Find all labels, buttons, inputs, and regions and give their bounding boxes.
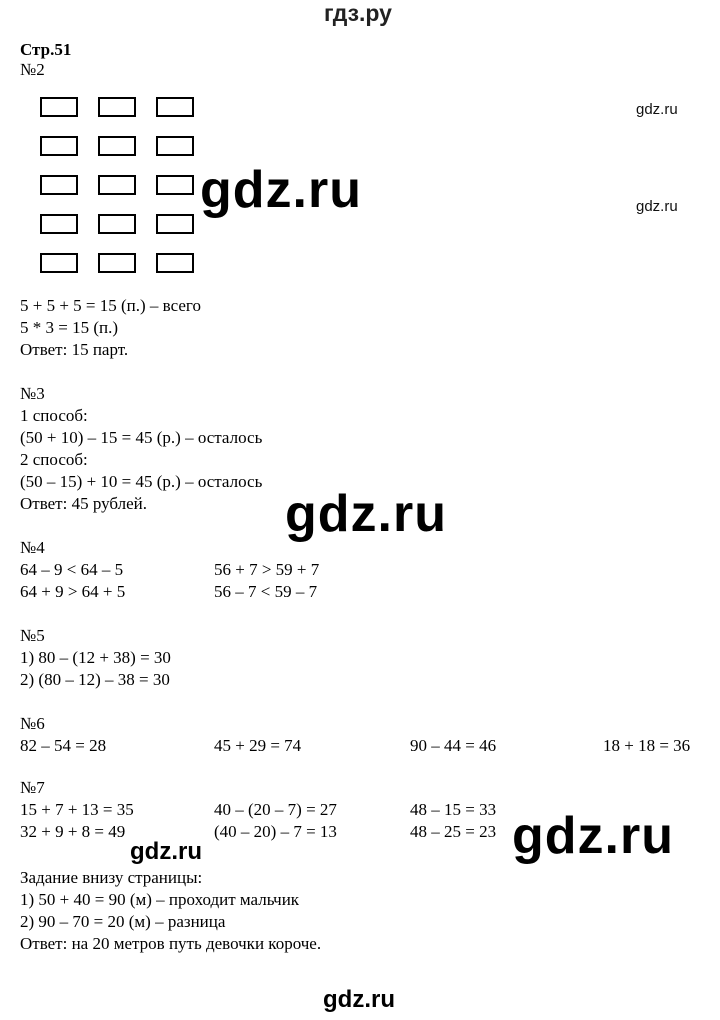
task3-method-2: 2 способ: bbox=[20, 450, 88, 469]
watermark-large-1: gdz.ru bbox=[200, 161, 362, 219]
task7-cell: (40 – 20) – 7 = 13 bbox=[214, 822, 337, 841]
task3-line-1: (50 + 10) – 15 = 45 (р.) – осталось bbox=[20, 428, 263, 447]
task6-item: 90 – 44 = 46 bbox=[410, 736, 497, 755]
task3-number: №3 bbox=[20, 384, 45, 403]
watermark-small-1: gdz.ru bbox=[636, 101, 678, 118]
desk-rectangle bbox=[156, 214, 194, 234]
watermark-medium: gdz.ru bbox=[130, 838, 202, 865]
desk-rectangle bbox=[156, 97, 194, 117]
desk-rectangle bbox=[156, 136, 194, 156]
desk-rectangle bbox=[98, 214, 136, 234]
desk-rectangle bbox=[98, 136, 136, 156]
task7-cell: 48 – 25 = 23 bbox=[410, 822, 497, 841]
task5-line-1: 1) 80 – (12 + 38) = 30 bbox=[20, 648, 171, 667]
task2-number: №2 bbox=[20, 60, 45, 79]
task5-number: №5 bbox=[20, 626, 45, 645]
desk-rectangle bbox=[40, 214, 78, 234]
page-label: Стр.51 bbox=[20, 40, 72, 59]
task6-item: 18 + 18 = 36 bbox=[603, 736, 691, 755]
desk-rectangle bbox=[156, 175, 194, 195]
watermark-large-2: gdz.ru bbox=[285, 485, 447, 543]
task6-number: №6 bbox=[20, 714, 45, 733]
task7-cell: 15 + 7 + 13 = 35 bbox=[20, 800, 134, 819]
desk-rectangle bbox=[98, 175, 136, 195]
bottom-task-line-1: 1) 50 + 40 = 90 (м) – проходит мальчик bbox=[20, 890, 300, 909]
task5-line-2: 2) (80 – 12) – 38 = 30 bbox=[20, 670, 170, 689]
task7-cell: 48 – 15 = 33 bbox=[410, 800, 497, 819]
watermark-bottom: gdz.ru bbox=[323, 986, 395, 1013]
task6-item: 45 + 29 = 74 bbox=[214, 736, 302, 755]
task2-answer: Ответ: 15 парт. bbox=[20, 340, 129, 359]
task7-number: №7 bbox=[20, 778, 45, 797]
desk-rectangle bbox=[40, 253, 78, 273]
watermark-top: гдз.ру bbox=[324, 0, 392, 26]
desk-rectangle bbox=[40, 136, 78, 156]
task7-cell: 32 + 9 + 8 = 49 bbox=[20, 822, 126, 841]
task6-item: 82 – 54 = 28 bbox=[20, 736, 107, 755]
task4-cell: 56 – 7 < 59 – 7 bbox=[214, 582, 318, 601]
task2-line-2: 5 * 3 = 15 (п.) bbox=[20, 318, 119, 337]
task4-cell: 64 – 9 < 64 – 5 bbox=[20, 560, 124, 579]
task3-method-1: 1 способ: bbox=[20, 406, 88, 425]
desk-rectangle bbox=[98, 253, 136, 273]
watermark-small-2: gdz.ru bbox=[636, 198, 678, 215]
desk-grid bbox=[40, 97, 200, 273]
bottom-task-line-2: 2) 90 – 70 = 20 (м) – разница bbox=[20, 912, 226, 931]
desk-rectangle bbox=[98, 97, 136, 117]
task4-number: №4 bbox=[20, 538, 45, 557]
task3-line-2: (50 – 15) + 10 = 45 (р.) – осталось bbox=[20, 472, 263, 491]
bottom-task-answer: Ответ: на 20 метров путь девочки короче. bbox=[20, 934, 322, 953]
task3-answer: Ответ: 45 рублей. bbox=[20, 494, 147, 513]
desk-rectangle bbox=[40, 175, 78, 195]
task7-cell: 40 – (20 – 7) = 27 bbox=[214, 800, 337, 819]
task4-cell: 64 + 9 > 64 + 5 bbox=[20, 582, 126, 601]
desk-rectangle bbox=[156, 253, 194, 273]
task4-cell: 56 + 7 > 59 + 7 bbox=[214, 560, 320, 579]
watermark-large-3: gdz.ru bbox=[512, 807, 674, 865]
desk-rectangle bbox=[40, 97, 78, 117]
task2-line-1: 5 + 5 + 5 = 15 (п.) – всего bbox=[20, 296, 201, 315]
bottom-task-title: Задание внизу страницы: bbox=[20, 868, 203, 887]
